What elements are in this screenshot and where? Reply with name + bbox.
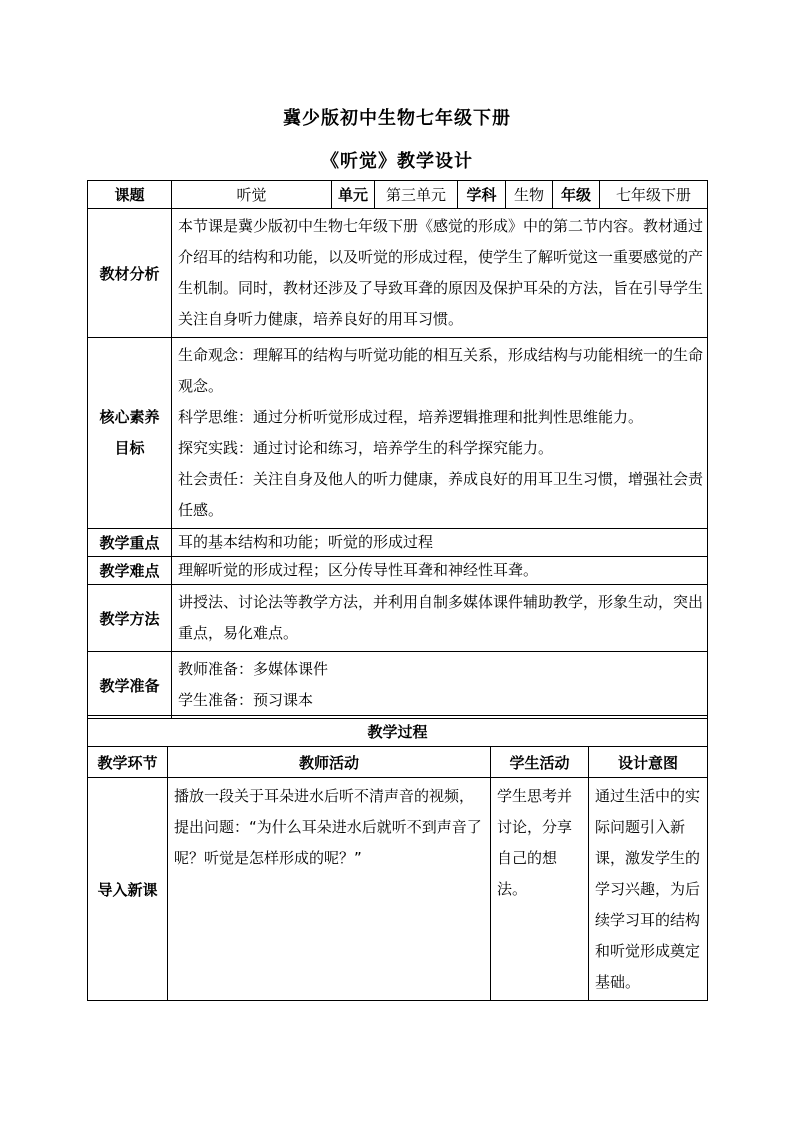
preparation-label: 教学准备 (88, 652, 172, 719)
analysis-label: 教材分析 (88, 209, 172, 338)
process-student-activity: 学生思考并讨论，分享自己的想法。 (491, 778, 589, 1001)
column-header-student: 学生活动 (491, 747, 589, 778)
process-heading: 教学过程 (88, 716, 708, 747)
process-row (88, 778, 708, 1001)
subject-value: 生物 (506, 181, 553, 209)
column-header-teacher: 教师活动 (168, 747, 491, 778)
preparation-row (88, 652, 708, 719)
process-header-row (88, 747, 708, 778)
difficulties-label: 教学难点 (88, 557, 172, 585)
subject-label: 学科 (458, 181, 506, 209)
info-row (88, 181, 708, 209)
core-item: 生命观念：理解耳的结构与听觉功能的相互关系，形成结构与功能相统一的生命观念。 (178, 346, 704, 395)
process-stage: 导入新课 (88, 778, 168, 1001)
core-label-line2: 目标 (114, 439, 145, 457)
key-points-label: 教学重点 (88, 529, 172, 557)
teaching-process-table (87, 715, 708, 1001)
methods-text: 讲授法、讨论法等教学方法，并利用自制多媒体课件辅助教学，形象生动，突出重点，易化难点。 (172, 585, 708, 652)
grade-label: 年级 (553, 181, 600, 209)
process-heading-row (88, 716, 708, 747)
unit-value: 第三单元 (375, 181, 458, 209)
preparation-student: 学生准备：预习课本 (178, 691, 314, 709)
methods-row (88, 585, 708, 652)
core-label (88, 338, 172, 529)
document-subtitle: 《听觉》教学设计 (321, 151, 473, 172)
key-points-text: 耳的基本结构和功能；听觉的形成过程 (172, 529, 708, 557)
difficulties-text: 理解听觉的形成过程；区分传导性耳聋和神经性耳聋。 (172, 557, 708, 585)
analysis-text: 本节课是冀少版初中生物七年级下册《感觉的形成》中的第二节内容。教材通过介绍耳的结构和功能，以及听觉的形成过程，使学生了解听觉这一重要感觉的产生机制。同时，教材还涉及了导致耳聋的原因及保护耳朵的方法，旨在引导学生关注自身听力健康，培养良好的用耳习惯。 (172, 209, 708, 338)
analysis-row (88, 209, 708, 338)
core-item: 社会责任：关注自身及他人的听力健康，养成良好的用耳卫生习惯，增强社会责任感。 (178, 470, 704, 519)
unit-label: 单元 (332, 181, 375, 209)
topic-label: 课题 (88, 181, 172, 209)
core-row (88, 338, 708, 529)
topic-value: 听觉 (172, 181, 332, 209)
core-item: 科学思维：通过分析听觉形成过程，培养逻辑推理和批判性思维能力。 (178, 408, 644, 426)
process-design-intent: 通过生活中的实际问题引入新课，激发学生的学习兴趣，为后续学习耳的结构和听觉形成奠定基础。 (589, 778, 708, 1001)
difficulties-row (88, 557, 708, 585)
core-text (172, 338, 708, 529)
process-teacher-activity: 播放一段关于耳朵进水后听不清声音的视频，提出问题：“为什么耳朵进水后就听不到声音了呢？听觉是怎样形成的呢？” (168, 778, 491, 1001)
column-header-stage: 教学环节 (88, 747, 168, 778)
core-item: 探究实践：通过讨论和练习，培养学生的科学探究能力。 (178, 439, 554, 457)
preparation-text (172, 652, 708, 719)
preparation-teacher: 教师准备：多媒体课件 (178, 660, 329, 678)
key-points-row (88, 529, 708, 557)
document-title: 冀少版初中生物七年级下册 (283, 108, 511, 129)
grade-value: 七年级下册 (600, 181, 708, 209)
lesson-info-table (87, 180, 708, 719)
core-label-line1: 核心素养 (99, 408, 160, 426)
column-header-intent: 设计意图 (589, 747, 708, 778)
methods-label: 教学方法 (88, 585, 172, 652)
